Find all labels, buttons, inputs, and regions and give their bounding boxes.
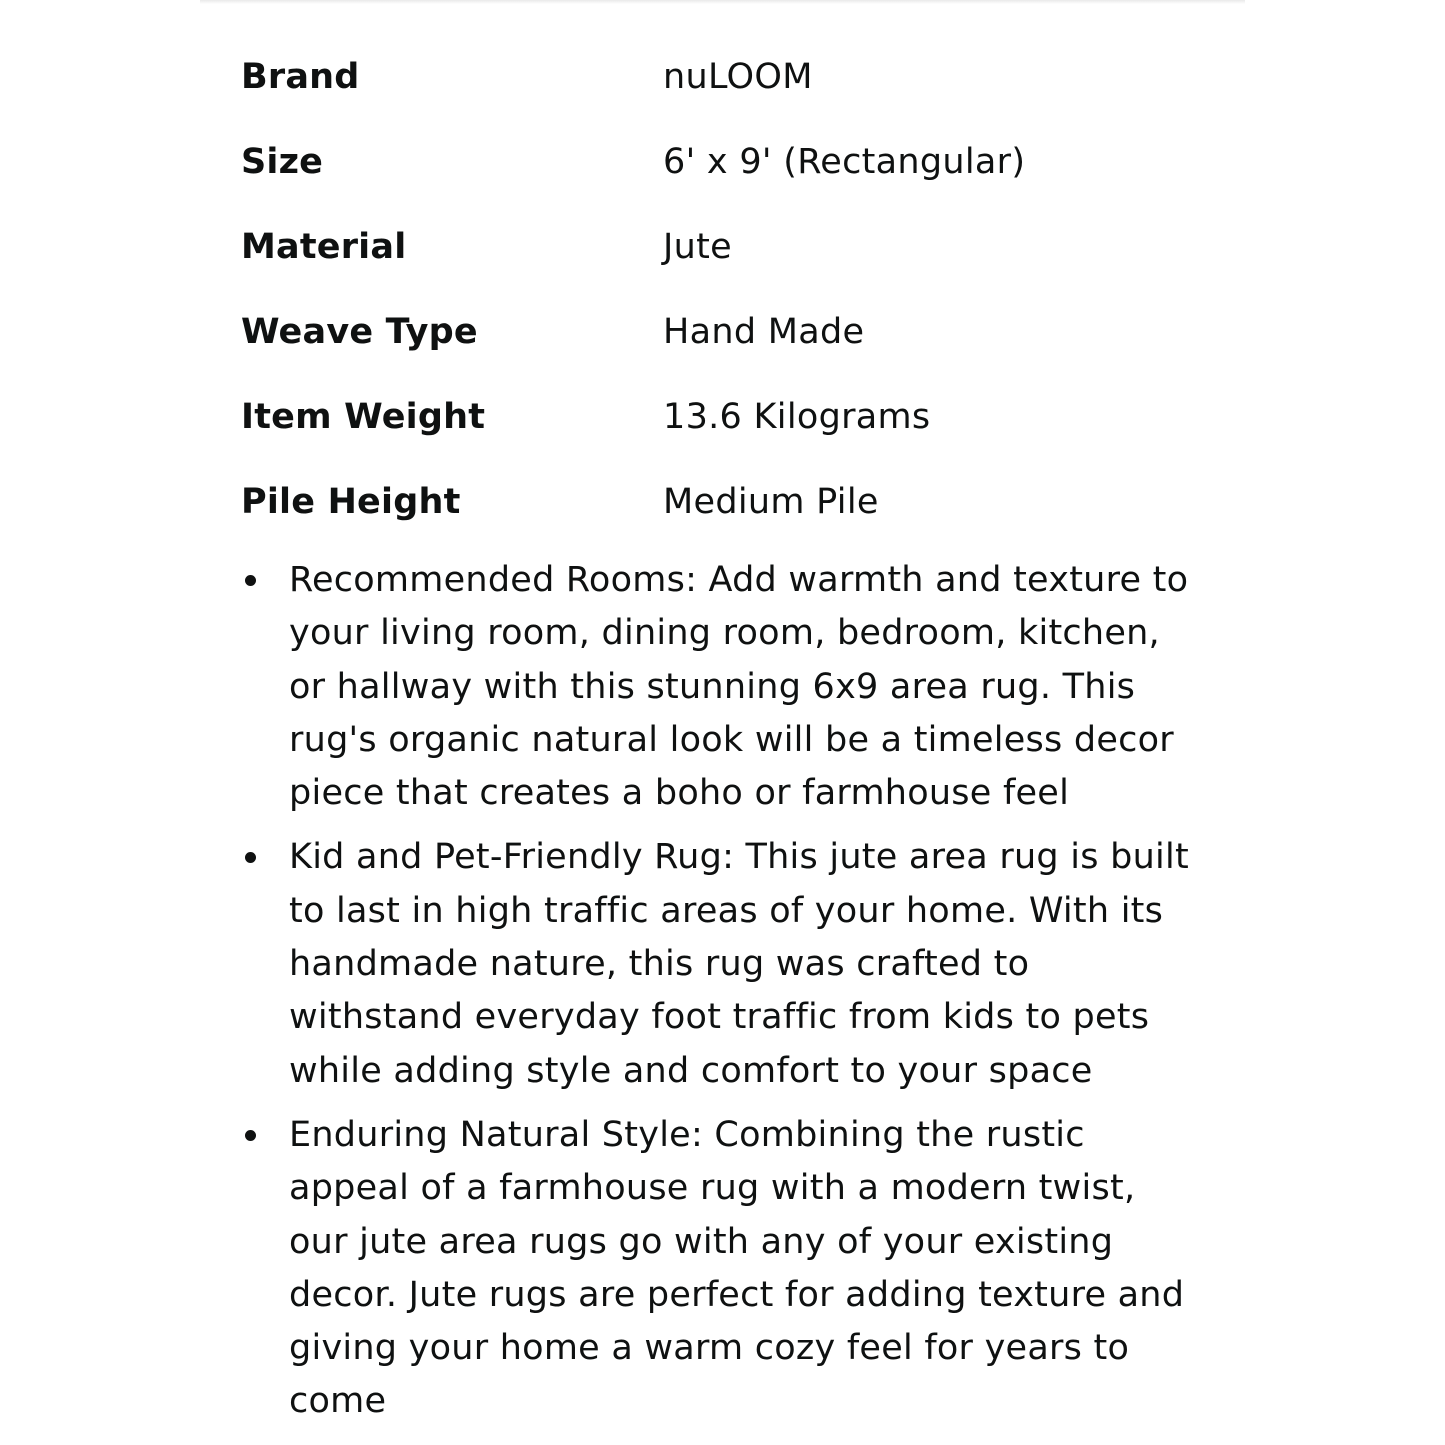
spec-value: Jute bbox=[663, 226, 732, 267]
bullet-dot-icon bbox=[245, 575, 256, 586]
bullet-dot-icon bbox=[245, 1130, 256, 1141]
spec-key: Brand bbox=[241, 56, 360, 97]
bullet-text-line: your living room, dining room, bedroom, kitchen, bbox=[289, 613, 1160, 654]
spec-key: Size bbox=[241, 141, 324, 182]
bullet-text-line: giving your home a warm cozy feel for years to bbox=[289, 1328, 1130, 1369]
spec-key: Weave Type bbox=[241, 311, 478, 352]
spec-row-size bbox=[241, 119, 1221, 204]
spec-row-weave-type bbox=[241, 289, 1221, 374]
bullet-text-line: rug's organic natural look will be a timeless decor bbox=[289, 719, 1174, 760]
feature-bullet bbox=[241, 831, 1221, 1097]
bullet-text-line: piece that creates a boho or farmhouse feel bbox=[289, 773, 1070, 814]
product-spec-table bbox=[241, 34, 1221, 544]
bullet-text-line: come bbox=[289, 1381, 387, 1422]
spec-value: Hand Made bbox=[663, 311, 865, 352]
bullet-text-line: decor. Jute rugs are perfect for adding texture and bbox=[289, 1274, 1185, 1315]
spec-key: Item Weight bbox=[241, 396, 486, 437]
bullet-text-line: handmade nature, this rug was crafted to bbox=[289, 944, 1030, 985]
spec-row-material bbox=[241, 204, 1221, 289]
bullet-text-line: or hallway with this stunning 6x9 area rug. This bbox=[289, 666, 1136, 707]
top-divider bbox=[200, 0, 1245, 4]
bullet-text-line: Recommended Rooms: Add warmth and texture to bbox=[289, 560, 1189, 600]
bullet-text-line: appeal of a farmhouse rug with a modern twist, bbox=[289, 1168, 1136, 1209]
spec-key: Pile Height bbox=[241, 481, 461, 522]
spec-value: 6' x 9' (Rectangular) bbox=[663, 141, 1026, 182]
bullet-text-line: withstand everyday foot traffic from kids to pets bbox=[289, 997, 1150, 1038]
feature-bullet bbox=[241, 554, 1221, 820]
feature-bullet-list bbox=[241, 554, 1221, 1440]
spec-row-brand bbox=[241, 34, 1221, 119]
bullet-text-line: to last in high traffic areas of your home. With its bbox=[289, 890, 1164, 931]
feature-bullet bbox=[241, 1109, 1221, 1429]
bullet-text-line: Kid and Pet-Friendly Rug: This jute area rug is built bbox=[289, 837, 1189, 878]
spec-value: 13.6 Kilograms bbox=[663, 396, 931, 437]
spec-value: Medium Pile bbox=[663, 481, 879, 522]
bullet-text-line: our jute area rugs go with any of your existing bbox=[289, 1221, 1114, 1262]
spec-value: nuLOOM bbox=[663, 56, 813, 97]
spec-key: Material bbox=[241, 226, 407, 267]
bullet-text-line: Enduring Natural Style: Combining the rustic bbox=[289, 1114, 1085, 1155]
spec-row-pile-height bbox=[241, 459, 1221, 544]
bullet-dot-icon bbox=[245, 852, 256, 863]
spec-row-item-weight bbox=[241, 374, 1221, 459]
bullet-text-line: while adding style and comfort to your space bbox=[289, 1050, 1093, 1091]
